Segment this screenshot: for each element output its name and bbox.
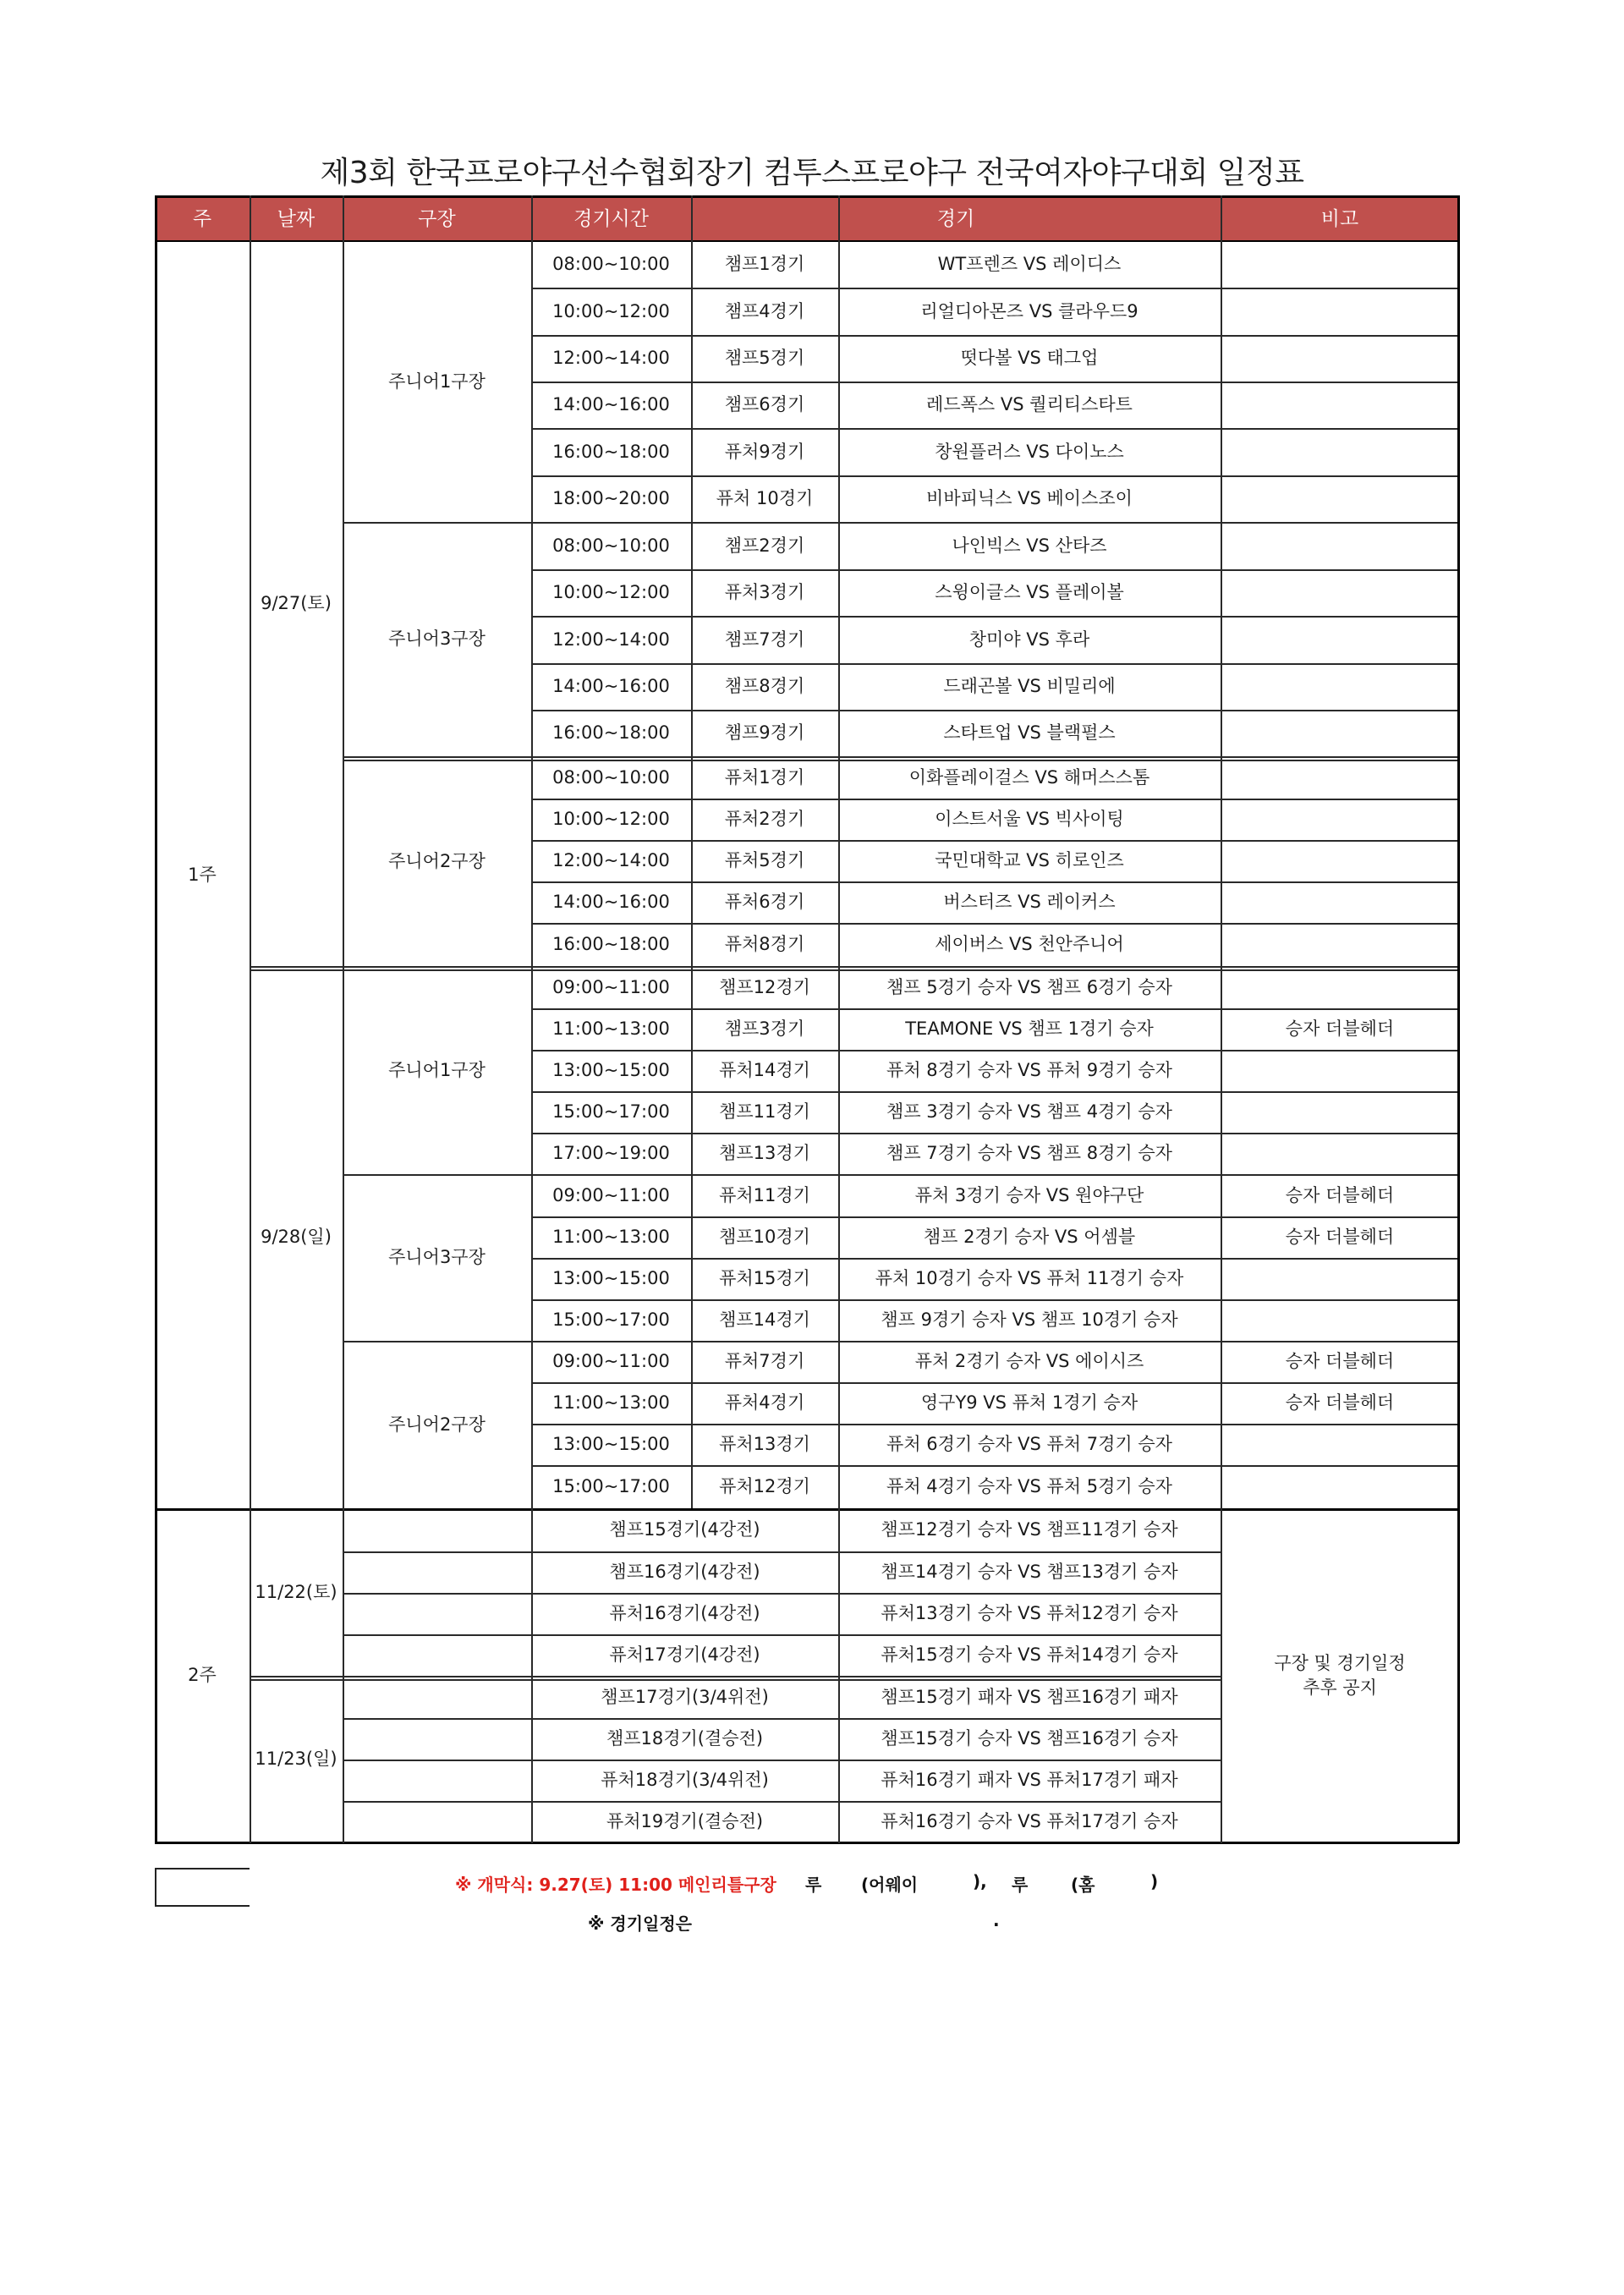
header-bottom-line	[155, 240, 1459, 242]
game-matchup: 비바피닉스 VS 베이스조이	[926, 488, 1133, 508]
row-line	[531, 1634, 1221, 1636]
game-note	[1221, 288, 1459, 335]
header-cell: 구장	[343, 197, 531, 241]
game-time: 16:00~18:00	[552, 441, 670, 462]
game-name: 퓨처2경기	[724, 809, 805, 829]
game-name: 퓨처14경기	[719, 1060, 810, 1080]
game-matchup: 스윙이글스 VS 플레이볼	[935, 582, 1124, 602]
game-time: 13:00~15:00	[552, 1268, 670, 1288]
game-time: 09:00~11:00	[552, 1351, 670, 1371]
venue-cell: 주니어2구장	[388, 850, 486, 871]
game-name: 챔프18경기(결승전)	[606, 1728, 764, 1749]
game-matchup: 떳다볼 VS 태그업	[960, 348, 1099, 368]
game-note	[1221, 923, 1459, 966]
row-line	[531, 1133, 1459, 1134]
game-note	[1221, 1465, 1459, 1508]
game-note	[1221, 1258, 1459, 1299]
week2-note-line-2: 추후 공지	[1303, 1677, 1377, 1698]
game-time: 12:00~14:00	[552, 629, 670, 650]
row-line	[531, 1216, 1459, 1218]
game-matchup: 영구Y9 VS 퓨처 1경기 승자	[920, 1392, 1138, 1413]
game-matchup: 창미야 VS 후라	[968, 629, 1090, 650]
venue-cell: 주니어1구장	[388, 371, 486, 392]
game-name: 퓨처7경기	[724, 1351, 805, 1371]
game-time: 18:00~20:00	[552, 488, 670, 508]
game-note	[1221, 799, 1459, 840]
game-time: 16:00~18:00	[552, 934, 670, 954]
header-cell: 비고	[1221, 197, 1459, 241]
row-line	[531, 1801, 1221, 1803]
game-matchup: 버스터즈 VS 레이커스	[943, 892, 1116, 912]
venue-cell: 주니어2구장	[388, 1414, 486, 1435]
game-matchup: 챔프 7경기 승자 VS 챔프 8경기 승자	[886, 1143, 1172, 1163]
game-name: 챔프5경기	[724, 348, 805, 368]
date-cell: 11/23(일)	[255, 1749, 337, 1769]
row-line	[531, 1593, 1221, 1595]
game-matchup: 퓨처13경기 승자 VS 퓨처12경기 승자	[881, 1603, 1178, 1623]
game-note	[1221, 1133, 1459, 1174]
table-top-line	[155, 195, 1459, 198]
game-matchup: 퓨처16경기 승자 VS 퓨처17경기 승자	[881, 1811, 1178, 1831]
schedule-note-period: .	[993, 1910, 1000, 1930]
game-note	[1221, 428, 1459, 475]
header-cell: 경기시간	[531, 197, 691, 241]
game-note: 승자 더블헤더	[1285, 1392, 1395, 1413]
date-line	[250, 966, 1459, 968]
game-name: 챔프11경기	[719, 1101, 810, 1122]
game-time: 12:00~14:00	[552, 348, 670, 368]
game-name: 챔프6경기	[724, 394, 805, 415]
blank-row-line	[343, 1718, 531, 1720]
game-matchup: 국민대학교 VS 히로인즈	[935, 850, 1124, 870]
game-matchup: 퓨처16경기 패자 VS 퓨처17경기 패자	[881, 1770, 1178, 1790]
column-line	[1457, 195, 1460, 1843]
game-name: 퓨처6경기	[724, 892, 805, 912]
date-cell: 9/27(토)	[261, 593, 332, 613]
game-matchup: 챔프15경기 패자 VS 챔프16경기 패자	[881, 1686, 1178, 1707]
game-matchup: 이스트서울 VS 빅사이팅	[935, 809, 1124, 829]
game-note	[1221, 756, 1459, 799]
opening-ceremony-note: ※ 개막식: 9.27(토) 11:00 메인리틀구장	[455, 1875, 776, 1895]
game-note: 승자 더블헤더	[1285, 1184, 1395, 1205]
game-matchup: 챔프 2경기 승자 VS 어셈블	[923, 1227, 1136, 1247]
row-line	[531, 1424, 1459, 1425]
game-time: 14:00~16:00	[552, 394, 670, 415]
game-name: 퓨처19경기(결승전)	[606, 1811, 764, 1831]
game-matchup: 레드폭스 VS 퀄리티스타트	[926, 394, 1133, 415]
game-matchup: 챔프15경기 승자 VS 챔프16경기 승자	[881, 1728, 1178, 1749]
row-line	[531, 1050, 1459, 1051]
week-cell: 1주	[188, 864, 217, 885]
row-line	[531, 428, 1459, 430]
game-matchup: 스타트업 VS 블랙펄스	[943, 722, 1116, 743]
game-note	[1221, 241, 1459, 288]
venue-cell: 주니어1구장	[388, 1059, 486, 1080]
game-note: 승자 더블헤더	[1285, 1227, 1395, 1247]
row-line	[531, 1299, 1459, 1301]
week2-note-line-1: 구장 및 경기일정	[1274, 1652, 1406, 1673]
venue-line	[343, 522, 1459, 524]
game-matchup: TEAMONE VS 챔프 1경기 승자	[905, 1018, 1154, 1039]
game-name: 퓨처3경기	[724, 582, 805, 602]
game-note	[1221, 840, 1459, 881]
footer-home: (홈	[1071, 1875, 1095, 1895]
game-time: 09:00~11:00	[552, 1184, 670, 1205]
game-name: 퓨처17경기(4강전)	[609, 1644, 760, 1665]
game-name: 챔프15경기(4강전)	[609, 1519, 760, 1540]
row-line	[531, 1760, 1221, 1761]
column-line	[531, 195, 533, 1843]
game-note	[1221, 382, 1459, 428]
game-note: 승자 더블헤더	[1285, 1351, 1395, 1371]
venue-line	[343, 1341, 1459, 1342]
column-line	[838, 195, 840, 1843]
game-matchup: 챔프 5경기 승자 VS 챔프 6경기 승자	[886, 976, 1172, 997]
game-note	[1221, 569, 1459, 616]
footer-box	[155, 1868, 250, 1907]
game-matchup: 챔프 9경기 승자 VS 챔프 10경기 승자	[881, 1309, 1178, 1330]
game-matchup: 퓨처 3경기 승자 VS 원야구단	[914, 1184, 1144, 1205]
game-name: 챔프14경기	[719, 1309, 810, 1330]
game-matchup: 챔프14경기 승자 VS 챔프13경기 승자	[881, 1562, 1178, 1582]
date-line	[250, 1676, 1221, 1677]
game-note: 승자 더블헤더	[1285, 1018, 1395, 1039]
game-time: 16:00~18:00	[552, 722, 670, 743]
row-line	[531, 1718, 1221, 1720]
header-cell: 날짜	[250, 197, 343, 241]
column-line	[250, 195, 251, 1843]
game-time: 10:00~12:00	[552, 582, 670, 602]
header-cell: 경기	[691, 197, 1221, 241]
row-line	[531, 663, 1459, 665]
footer-base-1: 루	[805, 1875, 822, 1895]
game-matchup: 창원플러스 VS 다이노스	[935, 441, 1124, 462]
game-matchup: 드래곤볼 VS 비밀리에	[943, 676, 1116, 696]
footer-base-2: 루	[1012, 1875, 1029, 1895]
game-note	[1221, 881, 1459, 923]
game-name: 챔프3경기	[724, 1018, 805, 1039]
game-matchup: 퓨처 8경기 승자 VS 퓨처 9경기 승자	[886, 1060, 1172, 1080]
game-note	[1221, 1424, 1459, 1465]
column-line	[691, 195, 693, 1508]
game-matchup: 퓨처15경기 승자 VS 퓨처14경기 승자	[881, 1644, 1178, 1665]
row-line	[531, 475, 1459, 477]
game-name: 챔프13경기	[719, 1143, 810, 1163]
game-name: 챔프16경기(4강전)	[609, 1562, 760, 1582]
row-line	[531, 288, 1459, 289]
game-matchup: 퓨처 4경기 승자 VS 퓨처 5경기 승자	[886, 1476, 1172, 1496]
blank-row-line	[343, 1760, 531, 1761]
row-line	[531, 1551, 1221, 1553]
row-line	[531, 1465, 1459, 1467]
game-name: 챔프7경기	[724, 629, 805, 650]
game-time: 08:00~10:00	[552, 535, 670, 556]
blank-row-line	[343, 1551, 531, 1553]
game-name: 퓨처13경기	[719, 1434, 810, 1454]
game-time: 13:00~15:00	[552, 1060, 670, 1080]
game-name: 퓨처11경기	[719, 1184, 810, 1205]
row-line	[531, 1258, 1459, 1260]
footer-paren-close-2: )	[1150, 1871, 1159, 1891]
game-matchup: 퓨처 2경기 승자 VS 에이시즈	[914, 1351, 1144, 1371]
week-line	[155, 1508, 1459, 1511]
table-bottom-line	[155, 1842, 1459, 1844]
game-name: 퓨처16경기(4강전)	[609, 1603, 760, 1623]
row-line	[531, 616, 1459, 618]
date-cell: 11/22(토)	[255, 1581, 337, 1602]
game-name: 퓨처1경기	[724, 766, 805, 788]
page-title: 제3회 한국프로야구선수협회장기 컴투스프로야구 전국여자야구대회 일정표	[320, 156, 1304, 190]
game-time: 10:00~12:00	[552, 809, 670, 829]
header-cell: 주	[155, 197, 250, 241]
game-name: 챔프8경기	[724, 676, 805, 696]
blank-row-line	[343, 1634, 531, 1636]
game-matchup: 리얼디아몬즈 VS 클라우드9	[920, 300, 1138, 321]
row-line	[531, 923, 1459, 925]
venue-line-double	[343, 760, 1459, 761]
row-line	[531, 1008, 1459, 1010]
week2-note	[1221, 1508, 1459, 1842]
venue-line	[343, 756, 1459, 758]
game-time: 11:00~13:00	[552, 1227, 670, 1247]
game-matchup: 이화플레이걸스 VS 해머스스톰	[908, 766, 1150, 788]
column-line	[1221, 195, 1222, 1843]
game-matchup: 챔프 3경기 승자 VS 챔프 4경기 승자	[886, 1101, 1172, 1122]
game-name: 퓨처4경기	[724, 1392, 805, 1413]
game-note	[1221, 522, 1459, 569]
footer-away: (어웨이	[861, 1875, 919, 1895]
blank-row-line	[343, 1801, 531, 1803]
game-name: 챔프4경기	[724, 300, 805, 321]
game-note	[1221, 616, 1459, 663]
game-matchup: 나인빅스 VS 산타즈	[952, 535, 1107, 556]
game-matchup: 세이버스 VS 천안주니어	[935, 934, 1124, 954]
venue-cell: 주니어3구장	[388, 629, 486, 649]
row-line	[531, 799, 1459, 800]
game-time: 08:00~10:00	[552, 254, 670, 274]
game-name: 퓨처18경기(3/4위전)	[601, 1770, 769, 1790]
game-time: 11:00~13:00	[552, 1018, 670, 1039]
schedule-table	[155, 0, 1459, 2295]
date-cell: 9/28(일)	[261, 1227, 332, 1247]
row-line	[531, 335, 1459, 337]
game-note	[1221, 710, 1459, 756]
week-cell: 2주	[188, 1665, 217, 1685]
row-line	[531, 382, 1459, 383]
row-line	[531, 710, 1459, 711]
game-time: 14:00~16:00	[552, 892, 670, 912]
row-line	[531, 840, 1459, 842]
game-time: 08:00~10:00	[552, 766, 670, 788]
game-time: 09:00~11:00	[552, 976, 670, 997]
game-note	[1221, 663, 1459, 710]
game-note	[1221, 1299, 1459, 1341]
row-line	[531, 569, 1459, 571]
game-time: 14:00~16:00	[552, 676, 670, 696]
game-time: 13:00~15:00	[552, 1434, 670, 1454]
game-note	[1221, 966, 1459, 1008]
game-note	[1221, 335, 1459, 382]
game-name: 챔프1경기	[724, 254, 805, 274]
game-name: 퓨처5경기	[724, 850, 805, 870]
column-line	[155, 195, 157, 1843]
game-name: 챔프17경기(3/4위전)	[601, 1686, 769, 1707]
game-name: 챔프2경기	[724, 535, 805, 556]
blank-row-line	[343, 1593, 531, 1595]
game-note	[1221, 475, 1459, 522]
game-note	[1221, 1091, 1459, 1133]
game-note	[1221, 1050, 1459, 1091]
date-line-double	[250, 969, 1459, 971]
game-time: 10:00~12:00	[552, 300, 670, 321]
venue-line	[343, 1174, 1459, 1176]
schedule-note: ※ 경기일정은	[588, 1913, 693, 1934]
game-matchup: WT프렌즈 VS 레이디스	[937, 254, 1122, 274]
game-name: 챔프9경기	[724, 722, 805, 743]
column-line	[343, 195, 344, 1843]
game-name: 챔프12경기	[719, 976, 810, 997]
game-time: 15:00~17:00	[552, 1309, 670, 1330]
venue-cell: 주니어3구장	[388, 1247, 486, 1267]
game-matchup: 챔프12경기 승자 VS 챔프11경기 승자	[881, 1519, 1178, 1540]
game-name: 챔프10경기	[719, 1227, 810, 1247]
game-matchup: 퓨처 10경기 승자 VS 퓨처 11경기 승자	[875, 1268, 1184, 1288]
game-time: 15:00~17:00	[552, 1476, 670, 1496]
game-time: 11:00~13:00	[552, 1392, 670, 1413]
game-time: 17:00~19:00	[552, 1143, 670, 1163]
footer-paren-close: ),	[973, 1871, 987, 1891]
row-line	[531, 881, 1459, 883]
game-time: 15:00~17:00	[552, 1101, 670, 1122]
game-name: 퓨처12경기	[719, 1476, 810, 1496]
game-matchup: 퓨처 6경기 승자 VS 퓨처 7경기 승자	[886, 1434, 1172, 1454]
game-name: 퓨처9경기	[724, 441, 805, 462]
row-line	[531, 1091, 1459, 1093]
game-name: 퓨처15경기	[719, 1268, 810, 1288]
game-name: 퓨처 10경기	[716, 488, 814, 508]
game-time: 12:00~14:00	[552, 850, 670, 870]
game-name: 퓨처8경기	[724, 934, 805, 954]
row-line	[531, 1382, 1459, 1384]
date-line-double	[250, 1679, 1221, 1681]
